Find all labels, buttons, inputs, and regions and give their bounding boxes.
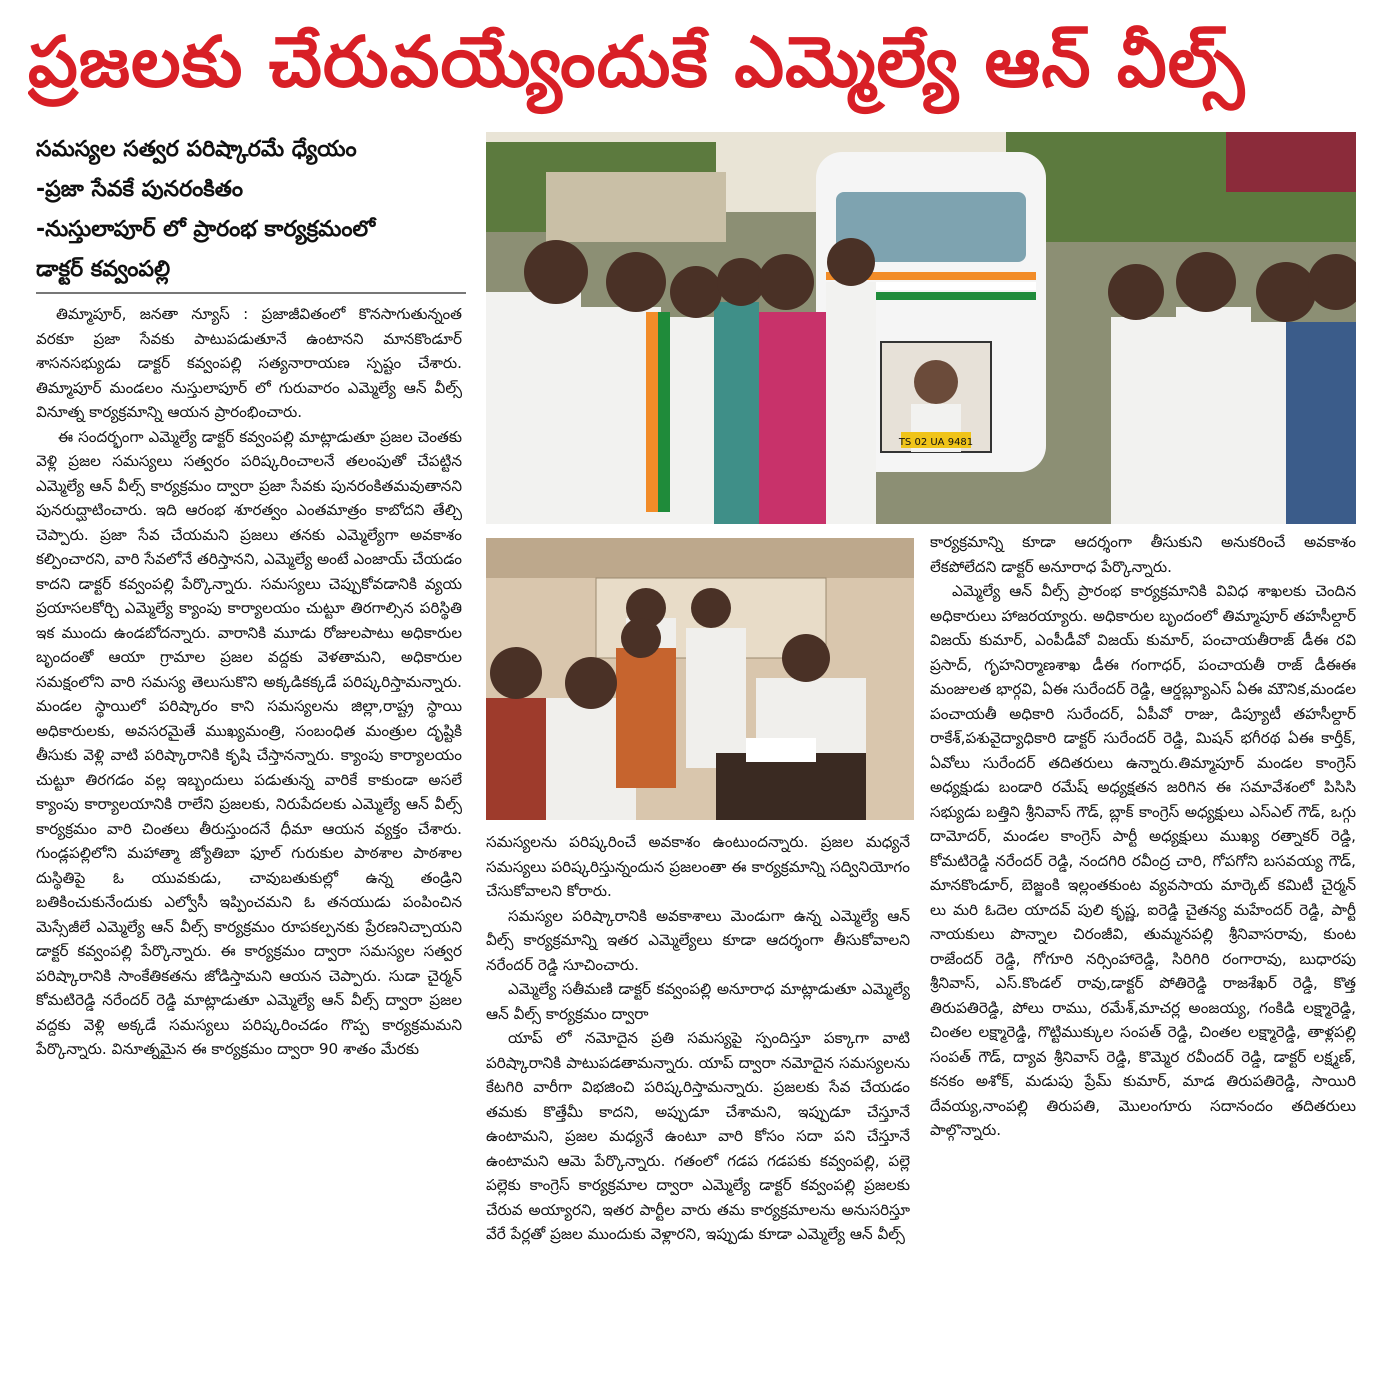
paragraph: యాప్ లో నమోదైన ప్రతి సమస్యపై స్పందిస్తూ పక్కాగా వాటి పరిష్కారానికి పాటుపడతామన్నారు. యాప్ ద్వారా నమోదైన సమస్యలను కేటగిరి వారీగా విభజించి పరిష్కరిస్తామన్నారు. ప్రజలకు సేవ చేయడం తమకు కొత్తేమీ కాదని, అప్పుడూ చేశామని, ఇప్పుడూ చేస్తూనే ఉంటామని, ప్రజల మధ్యనే ఉంటూ వారి కోసం సదా పని చేస్తూనే ఉంటామని ఆమె పేర్కొన్నారు. గతంలో గడప గడపకు కవ్వంపల్లి, పల్లె పల్లెకు కాంగ్రెస్ కార్యక్రమాల ద్వారా ఎమ్మెల్యే డాక్టర్ కవ్వంపల్లి ప్రజలకు చేరువ అయ్యారని, ఇతర పార్టీల వారు తమ కార్యక్రమాలను అనుసరిస్తూ వేరే పేర్లతో ప్రజల ముందుకు వెళ్లారని, ఇప్పుడు కూడా ఎమ్మెల్యే ఆన్ వీల్స్ — [486, 1029, 910, 1243]
photo-group-with-van-image — [486, 132, 1356, 524]
photo-inside-van — [486, 538, 914, 820]
paragraph: ఈ సందర్భంగా ఎమ్మెల్యే డాక్టర్ కవ్వంపల్లి మాట్లాడుతూ ప్రజల చెంతకు వెళ్లి ప్రజల సమస్యలు సత్వరం పరిష్కరించాలనే తలంపుతో చేపట్టిన ఎమ్మెల్యే ఆన్ వీల్స్ కార్యక్రమం ద్వారా ప్రజా సేవకు పునరంకితమవుతానని పునరుద్ఘాటించారు. ఇది ఆరంభ శూరత్వం ఎంతమాత్రం కాబోదని తేల్చి చెప్పారు. ప్రజా సేవ చేయమని ప్రజలు తనకు ఎమ్మెల్యేగా అవకాశం కల్పించారని, వారి సేవలోనే తరిస్తానని, ఎమ్మెల్యే అంటే ఎంజాయ్ చేయడం కాదని డాక్టర్ కవ్వంపల్లి పేర్కొన్నారు. సమస్యలు చెప్పుకోవడానికి వ్యయ ప్రయాసలకోర్చి ఎమ్మెల్యే క్యాంపు కార్యాలయం చుట్టూ తిరగాల్సిన పరిస్థితి ఇక ముందు ఉండబోదన్నారు. వారానికి మూడు రోజులపాటు అధికారుల బృందంతో ఆయా గ్రామాల ప్రజల వద్దకు వెళతామని, అధికారుల సమక్షంలోని వారి సమస్య తెలుసుకొని అక్కడికక్కడే పరిష్కరిస్తామన్నారు. మండల స్థాయిలో పరిష్కారం కాని సమస్యలను జిల్లా,రాష్ట్ర స్థాయి అధికారులకు, అవసరమైతే ముఖ్యమంత్రి, సంబంధిత మంత్రుల దృష్టికి తీసుకు వెళ్లి వాటి పరిష్కారానికి కృషి చేస్తానన్నారు. క్యాంపు కార్యాలయం చుట్టూ తిరగడం వల్ల ఇబ్బందులు పడుతున్న వారికే కాకుండా అసలే క్యాంపు కార్యాలయానికి రాలేని ప్రజలకు, నిరుపేదలకు ఎమ్మెల్యే ఆన్ వీల్స్ కార్యక్రమం వారి చింతలు తీరుస్తుందనే ధీమా ఆయన వ్యక్తం చేశారు. గుండ్లపల్లిలోని మహాత్మా జ్యోతిబా ఫూల్ గురుకుల పాఠశాల పాఠశాల దుస్థితిపై ఓ యువకుడు, చావుబతుకుల్లో ఉన్న తండ్రిని బతికించుకునేందుకు ఎల్వోసీ ఇప్పించమని ఓ తనయుడు పంపించిన మెస్సేజీలే ఎమ్మెల్యే ఆన్ వీల్స్ కార్యక్రమం రూపకల్పనకు ప్రేరణనిచ్చాయని డాక్టర్ కవ్వంపల్లి పేర్కొన్నారు. ఈ కార్యక్రమం ద్వారా సమస్యల సత్వర పరిష్కారానికి సాంకేతికతను జోడిస్తామని ఆయన చెప్పారు. సుడా చైర్మన్ కోమటిరెడ్డి నరేందర్ రెడ్డి మాట్లాడుతూ ఎమ్మెల్యే ఆన్ వీల్స్ ద్వారా ప్రజల వద్దకు వెళ్లి అక్కడే సమస్యలు పరిష్కరించడం గొప్ప కార్యక్రమమని పేర్కొన్నారు. వినూత్నమైన ఈ కార్యక్రమం ద్వారా 90 శాతం మేరకు — [36, 427, 462, 1058]
paragraph: సమస్యలను పరిష్కరించే అవకాశం ఉంటుందన్నారు. ప్రజల మధ్యనే సమస్యలు పరిష్కరిస్తున్నందున ప్రజలంతా ఈ కార్యక్రమాన్ని సద్వినియోగం చేసుకోవాలని కోరారు. — [486, 833, 910, 900]
divider-rule — [36, 292, 466, 294]
van-plate: TS 02 UA 9481 — [898, 437, 974, 448]
paragraph: తిమ్మాపూర్, జనతా న్యూస్ : ప్రజాజీవితంలో కొనసాగుతున్నంత వరకూ ప్రజా సేవకు పాటుపడుతూనే ఉంటానని మానకొండూర్ శాసనసభ్యుడు డాక్టర్ కవ్వంపల్లి సత్యనారాయణ స్పష్టం చేశారు. తిమ్మాపూర్ మండలం నుస్తులాపూర్ లో గురువారం ఎమ్మెల్యే ఆన్ వీల్స్ వినూత్న కార్యక్రమాన్ని ఆయన ప్రారంభించారు. — [36, 305, 462, 421]
paragraph: కార్యక్రమాన్ని కూడా ఆదర్శంగా తీసుకుని అనుకరించే అవకాశం లేకపోలేదని డాక్టర్ అనూరాధ పేర్కొన్నారు. — [930, 533, 1356, 576]
headline: ప్రజలకు చేరువయ్యేందుకే ఎమ్మెల్యే ఆన్ వీల్స్ — [28, 21, 1246, 103]
photo-inside-van-image — [486, 538, 914, 820]
sub-headline-3: -నుస్తులాపూర్ లో ప్రారంభ కార్యక్రమంలో — [36, 217, 376, 242]
paragraph: సమస్యల పరిష్కారానికి అవకాశాలు మెండుగా ఉన్న ఎమ్మెల్యే ఆన్ వీల్స్ కార్యక్రమాన్ని ఇతర ఎమ్మెల్యేలు కూడా ఆదర్శంగా తీసుకోవాలని నరేందర్ రెడ్డి సూచించారు. — [486, 906, 910, 974]
sub-headline-1: సమస్యల సత్వర పరిష్కారమే ధ్యేయం — [36, 137, 357, 162]
article-column-1 — [36, 302, 462, 1370]
article-column-2 — [486, 830, 910, 1370]
paragraph: ఎమ్మెల్యే సతీమణి డాక్టర్ కవ్వంపల్లి అనూరాధ మాట్లాడుతూ ఎమ్మెల్యే ఆన్ వీల్స్ కార్యక్రమం ద్వారా — [486, 980, 910, 1023]
sub-headline-2: -ప్రజా సేవకే పునరంకితం — [36, 177, 244, 202]
photo-group-with-van — [486, 132, 1356, 524]
paragraph: ఎమ్మెల్యే ఆన్ వీల్స్ ప్రారంభ కార్యక్రమానికి వివిధ శాఖలకు చెందిన అధికారులు హాజరయ్యారు. అధికారుల బృందంలో తిమ్మాపూర్ తహసీల్దార్ విజయ్ కుమార్, ఎంపీడీవో విజయ్ కుమార్, పంచాయతీరాజ్ డీఈ రవి ప్రసాద్, గృహనిర్మాణశాఖ డీఈ గంగాధర్, పంచాయతీ రాజ్ డీఈఈ మంజులత భార్గవి, ఏఈ సురేందర్ రెడ్డి, ఆర్డబ్ల్యూఎస్ ఏఈ మౌనిక,మండల పంచాయతీ అధికారి సురేందర్, ఏపీవో రాజు, డిప్యూటీ తహసీల్దార్ రాకేశ్,పశువైద్యాధికారి డాక్టర్ సురేందర్ రెడ్డి, మిషన్ భగీరథ ఏఈ కార్తీక్, ఏవోలు సురేందర్ తదితరులు ఉన్నారు.తిమ్మాపూర్ మండల కాంగ్రెస్ అధ్యక్షుడు బండారి రమేష్ అధ్యక్షతన జరిగిన ఈ సమావేశంలో పిసిసి సభ్యుడు బత్తిని శ్రీనివాస్ గౌడ్, బ్లాక్ కాంగ్రెస్ అధ్యక్షులు ఎస్ఎల్ గౌడ్, ఒగ్గు దామోదర్, మండల కాంగ్రెస్ పార్టీ అధ్యక్షులు ముఖ్య రత్నాకర్ రెడ్డి, కోమటిరెడ్డి నరేందర్ రెడ్డి, నందగిరి రవీంద్ర చారి, గోపగోని బసవయ్య గౌడ్, మానకొండూర్, బెజ్జంకి ఇల్లంతకుంట వ్యవసాయ మార్కెట్ కమిటీ చైర్మన్ లు మరి ఓదెల యాదవ్ పులి కృష్ణ, ఐరెడ్డి చైతన్య మహేందర్ రెడ్డి, పార్టీ నాయకులు పొన్నాల చిరంజీవి, తుమ్మనపల్లి శ్రీనివాసరావు, కుంట రాజేందర్ రెడ్డి, గోగూరి నర్సింహారెడ్డి, సిరిగిరి రంగారావు, బుధారపు శ్రీనివాస్, ఎస్.కొండల్ రావు,డాక్టర్ పోతిరెడ్డి రాజశేఖర్ రెడ్డి, కొత్త తిరుపతిరెడ్డి, పోలు రాము, రమేశ్,మాచర్ల అంజయ్య, గంకిడి లక్ష్మారెడ్డి, చింతల లక్ష్మారెడ్డి, గొట్టిముక్కుల సంపత్ రెడ్డి, చింతల లక్ష్మారెడ్డి, తాళ్లపల్లి సంపత్ గౌడ్, ద్యావ శ్రీనివాస్ రెడ్డి, కొమ్మెర రవీందర్ రెడ్డి, డాక్టర్ లక్ష్మణ్, కనకం అశోక్, మడుపు ప్రేమ్ కుమార్, మాడ తిరుపతిరెడ్డి, సాయిరి దేవయ్య,నాంపల్లి తిరుపతి, మొలంగూరు సదానందం తదితరులు పాల్గొన్నారు. — [930, 582, 1356, 1139]
sub-headlines — [36, 130, 466, 290]
sub-headline-4: డాక్టర్ కవ్వంపల్లి — [36, 257, 171, 282]
article-column-3 — [930, 530, 1356, 1370]
